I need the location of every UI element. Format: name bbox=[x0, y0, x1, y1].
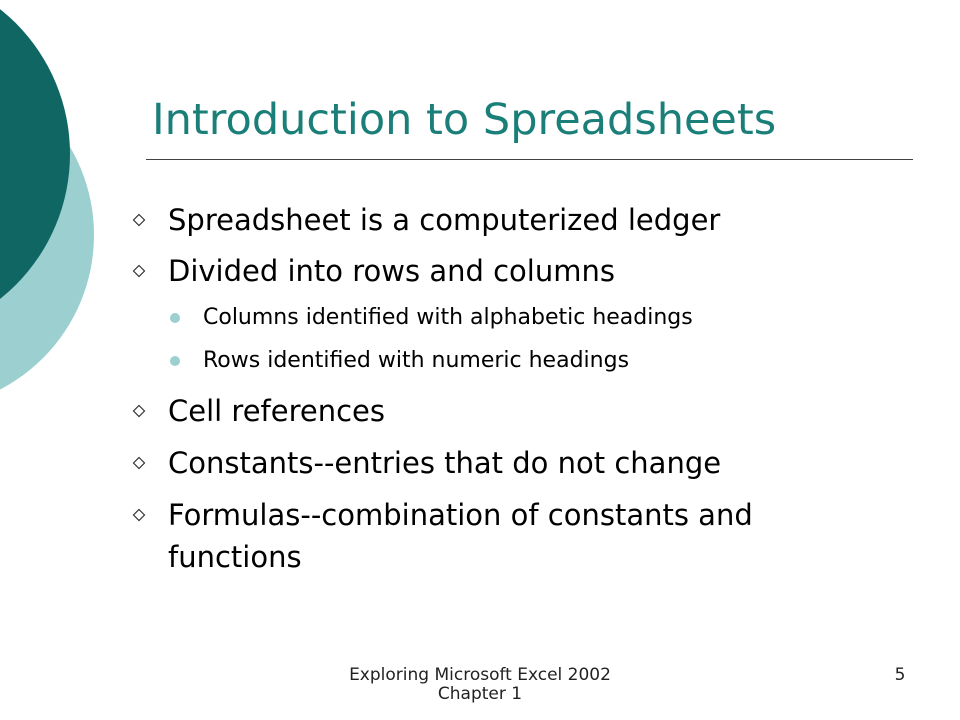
hollow-bullet-icon bbox=[132, 508, 146, 522]
bullet-item bbox=[168, 494, 868, 578]
decorative-circles bbox=[0, 0, 120, 420]
bullet-item bbox=[168, 250, 888, 292]
sub-bullet-item bbox=[203, 303, 693, 333]
sub-bullet-text: Rows identified with numeric headings bbox=[203, 348, 630, 373]
bullet-text: Spreadsheet is a computerized ledger bbox=[168, 203, 721, 237]
bullet-text: Constants--entries that do not change bbox=[168, 446, 722, 480]
hollow-bullet-icon bbox=[132, 213, 146, 227]
sub-bullet-item bbox=[203, 346, 629, 376]
sub-bullet-dot-icon bbox=[170, 313, 180, 323]
bullet-item bbox=[168, 390, 888, 432]
footer-text bbox=[270, 666, 690, 704]
sub-bullet-text: Columns identified with alphabetic headings bbox=[203, 305, 693, 330]
slide-number: 5 bbox=[894, 665, 906, 685]
hollow-bullet-icon bbox=[132, 456, 146, 470]
bullet-item bbox=[168, 199, 888, 241]
bullet-item bbox=[168, 442, 888, 484]
title-divider bbox=[146, 159, 913, 160]
bullet-text: Divided into rows and columns bbox=[168, 254, 615, 288]
hollow-bullet-icon bbox=[132, 264, 146, 278]
sub-bullet-dot-icon bbox=[170, 356, 180, 366]
slide-title: Introduction to Spreadsheets bbox=[152, 95, 777, 145]
bullet-text: Formulas--combination of constants and functions bbox=[168, 498, 753, 574]
bullet-text: Cell references bbox=[168, 394, 386, 428]
footer-line-2: Chapter 1 bbox=[437, 684, 523, 704]
footer-line-1: Exploring Microsoft Excel 2002 bbox=[349, 665, 611, 685]
hollow-bullet-icon bbox=[132, 404, 146, 418]
